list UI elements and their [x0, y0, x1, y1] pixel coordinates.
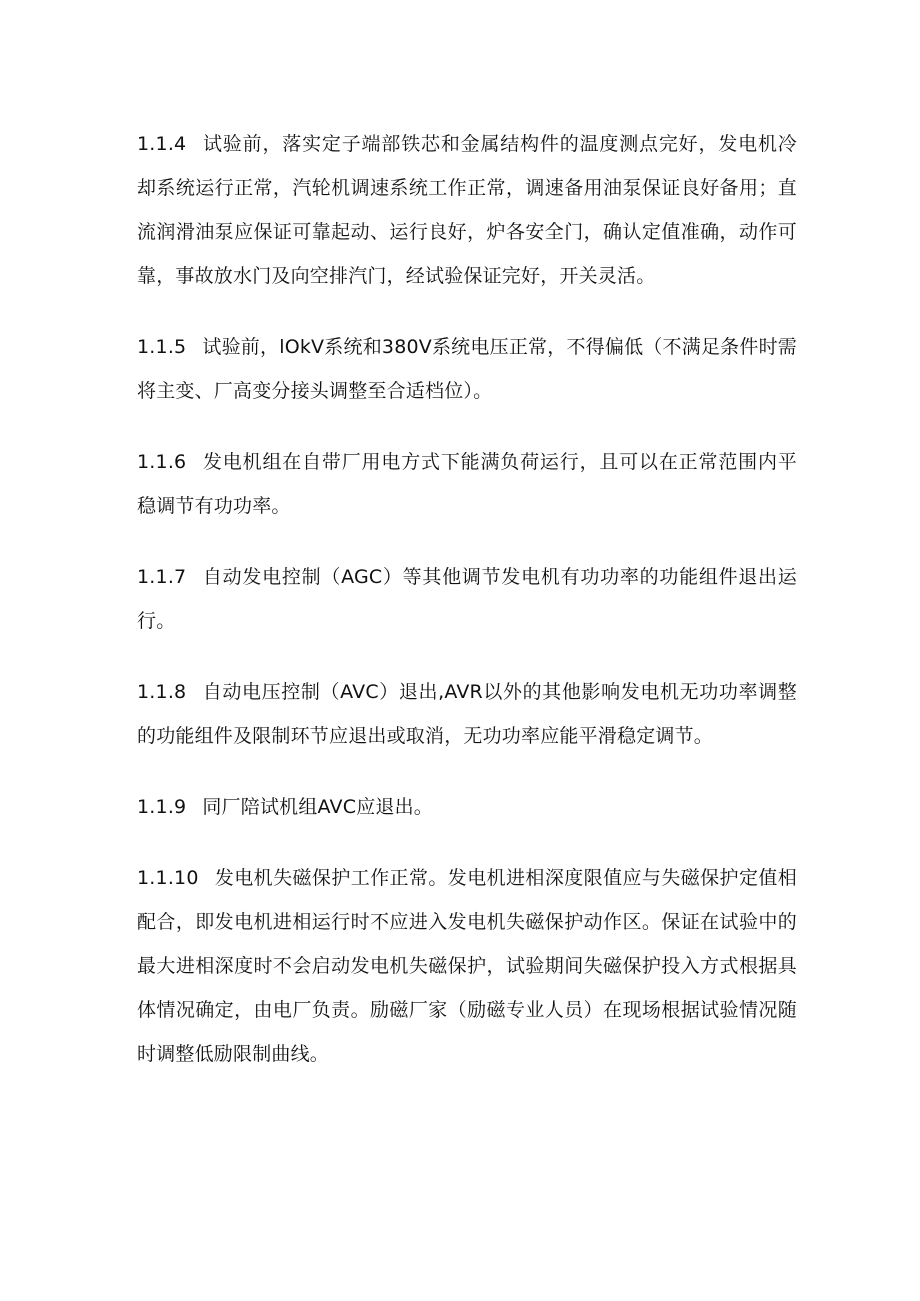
- paragraph-1-1-10: [137, 856, 797, 1076]
- paragraph-1-1-4: [137, 122, 797, 298]
- paragraph-1-1-6: [137, 440, 797, 528]
- paragraph-number: 1.1.10: [137, 867, 199, 889]
- paragraph-text: 发电机失磁保护工作正常。发电机进相深度限值应与失磁保护定值相配合，即发电机进相运行时不应进入发电机失磁保护动作区。保证在试验中的最大进相深度时不会启动发电机失磁保护，试验期间失磁保护投入方式根据具体情况确定，由电厂负责。励磁厂家（励磁专业人员）在现场根据试验情况随时调整低励限制曲线。: [137, 867, 797, 1065]
- paragraph-number: 1.1.9: [137, 796, 187, 818]
- paragraph-text: 试验前，落实定子端部铁芯和金属结构件的温度测点完好，发电机冷却系统运行正常，汽轮机调速系统工作正常，调速备用油泵保证良好备用；直流润滑油泵应保证可靠起动、运行良好，炉各安全门，确认定值准确，动作可靠，事故放水门及向空排汽门，经试验保证完好，开关灵活。: [137, 133, 797, 287]
- paragraph-text: 自动发电控制（AGC）等其他调节发电机有功功率的功能组件退出运行。: [137, 566, 797, 632]
- paragraph-number: 1.1.8: [137, 681, 187, 703]
- paragraph-1-1-9: [137, 785, 797, 829]
- paragraph-number: 1.1.4: [137, 133, 187, 155]
- paragraph-text: 自动电压控制（AVC）退出,AVR以外的其他影响发电机无功功率调整的功能组件及限制环节应退出或取消，无功功率应能平滑稳定调节。: [137, 681, 797, 747]
- paragraph-number: 1.1.6: [137, 451, 187, 473]
- paragraph-text: 发电机组在自带厂用电方式下能满负荷运行，且可以在正常范围内平稳调节有功功率。: [137, 451, 797, 517]
- paragraph-text: 试验前，lOkV系统和380V系统电压正常，不得偏低（不满足条件时需将主变、厂高变分接头调整至合适档位）。: [137, 336, 797, 402]
- paragraph-1-1-7: [137, 555, 797, 643]
- document-body: [137, 122, 797, 1103]
- paragraph-1-1-5: [137, 325, 797, 413]
- paragraph-number: 1.1.7: [137, 566, 187, 588]
- paragraph-text: 同厂陪试机组AVC应退出。: [202, 796, 434, 818]
- paragraph-1-1-8: [137, 670, 797, 758]
- paragraph-number: 1.1.5: [137, 336, 187, 358]
